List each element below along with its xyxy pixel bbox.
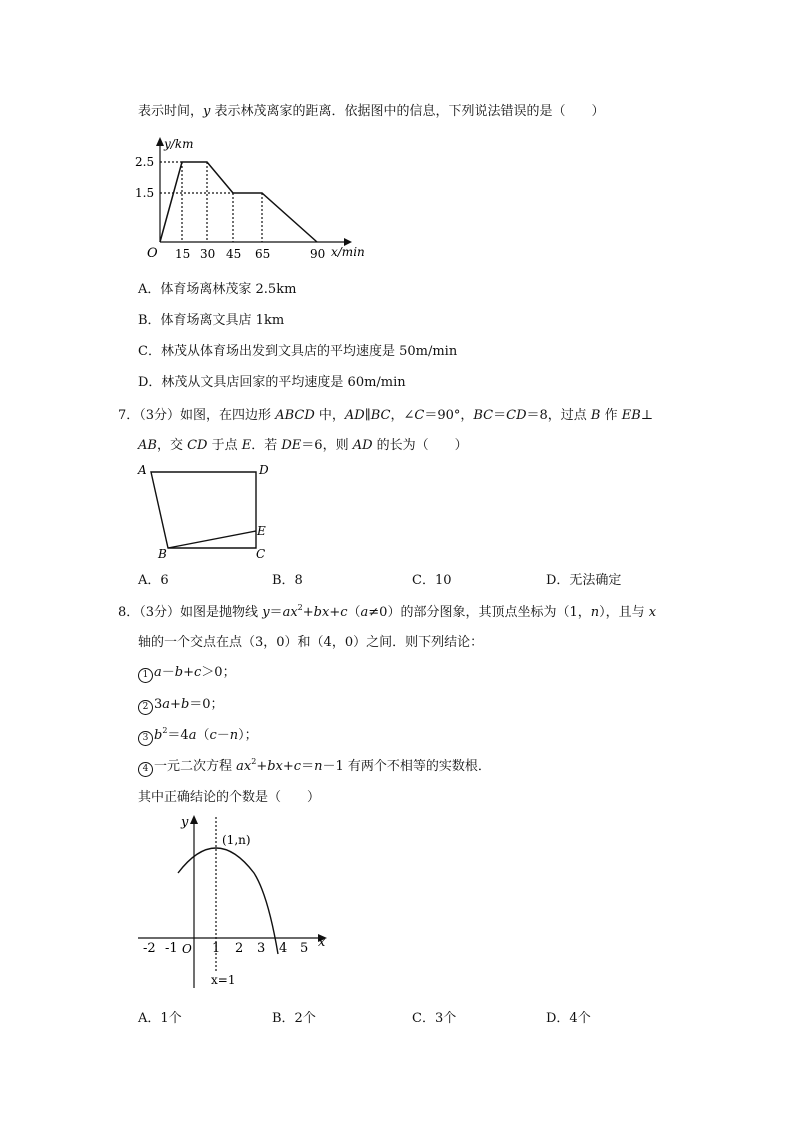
q6-option-d[interactable]: D．林茂从文具店回家的平均速度是 60m/min	[138, 375, 406, 390]
q8-stem-line1: 8．（3分）如图是抛物线 $y=ax^2+bx+c(a\ne 0)$的部分图象，其顶点坐标为（1，n），且与 x	[118, 603, 657, 620]
x-tick-90: 90	[310, 247, 326, 261]
segment-be	[168, 531, 256, 548]
circled-3: 3	[138, 731, 153, 746]
x-tick-4: 4	[279, 941, 288, 956]
q7-stem-line1: 7．（3分）如图，在四边形 ABCD 中，AD∥BC，∠C＝90°，BC＝CD＝8，过点 B 作 EB⊥	[118, 408, 654, 423]
origin-label: O	[147, 246, 158, 261]
q7-stem-line2: AB，交 CD 于点 E．若 DE＝6，则 AD 的长为（ ）	[138, 438, 468, 453]
q7-option-b[interactable]: B．8	[272, 573, 303, 588]
point-c-label: C	[256, 547, 266, 560]
x-tick-45: 45	[226, 247, 242, 261]
q8-option-d[interactable]: D．4个	[546, 1011, 591, 1026]
q6-option-a[interactable]: A．体育场离林茂家 2.5km	[138, 282, 297, 297]
point-b-label: B	[158, 547, 167, 560]
x-axis-label: x/min	[331, 245, 365, 259]
q8-statement-3: 3 $b^2=4a(c-n)$；	[138, 727, 258, 746]
y-axis-arrow	[156, 137, 164, 146]
point-e-label: E	[257, 524, 266, 538]
point-a-label: A	[138, 463, 147, 477]
x-tick--2: -2	[143, 941, 156, 956]
origin-label: O	[182, 942, 192, 956]
y-axis-label: y/km	[164, 137, 194, 151]
q7-quadrilateral-figure	[134, 460, 284, 560]
x-tick-2: 2	[235, 941, 244, 956]
vertex-label: (1,n)	[222, 833, 251, 847]
q8-statement-2: 2 3a+b＝0；	[138, 696, 224, 715]
q8-option-c[interactable]: C．3个	[412, 1011, 457, 1026]
x-tick-1: 1	[212, 941, 221, 956]
point-d-label: D	[259, 463, 269, 477]
q7-option-d[interactable]: D．无法确定	[546, 573, 622, 588]
y-axis-label: y	[181, 815, 189, 830]
x-tick--1: -1	[165, 941, 178, 956]
axis-equation-label: x=1	[211, 973, 236, 987]
q6-distance-time-graph	[134, 134, 374, 266]
circled-4: 4	[138, 762, 153, 777]
q8-stem-line2: 轴的一个交点在点（3，0）和（4，0）之间．则下列结论：	[138, 635, 484, 650]
distance-line	[160, 162, 317, 242]
y-tick-1.5: 1.5	[135, 186, 155, 200]
q6-stem: 表示时间，y 表示林茂离家的距离．依据图中的信息，下列说法错误的是（ ）	[138, 104, 605, 119]
circled-1: 1	[138, 668, 153, 683]
x-tick-65: 65	[255, 247, 271, 261]
x-tick-3: 3	[257, 941, 266, 956]
q8-parabola-graph	[134, 812, 334, 997]
circled-2: 2	[138, 700, 153, 715]
x-tick-15: 15	[175, 247, 191, 261]
q8-option-b[interactable]: B．2个	[272, 1011, 316, 1026]
q7-option-a[interactable]: A．6	[138, 573, 169, 588]
x-axis-label: x	[318, 935, 326, 950]
y-tick-2.5: 2.5	[135, 155, 155, 169]
q7-option-c[interactable]: C．10	[412, 573, 452, 588]
x-tick-30: 30	[200, 247, 216, 261]
quadrilateral-abcd	[151, 472, 256, 548]
y-axis-arrow	[190, 815, 198, 824]
q6-option-b[interactable]: B．体育场离文具店 1km	[138, 313, 285, 328]
q8-statement-1: 1 a－b+c＞0；	[138, 664, 236, 683]
q6-option-c[interactable]: C．林茂从体育场出发到文具店的平均速度是 50m/min	[138, 344, 458, 359]
q8-statement-4: 4 一元二次方程 $ax^2+bx+c=n-1$ 有两个不相等的实数根．	[138, 758, 491, 777]
q8-question: 其中正确结论的个数是（ ）	[138, 790, 321, 805]
guide-lines	[160, 162, 262, 242]
q8-option-a[interactable]: A．1个	[138, 1011, 182, 1026]
x-tick-5: 5	[300, 941, 309, 956]
